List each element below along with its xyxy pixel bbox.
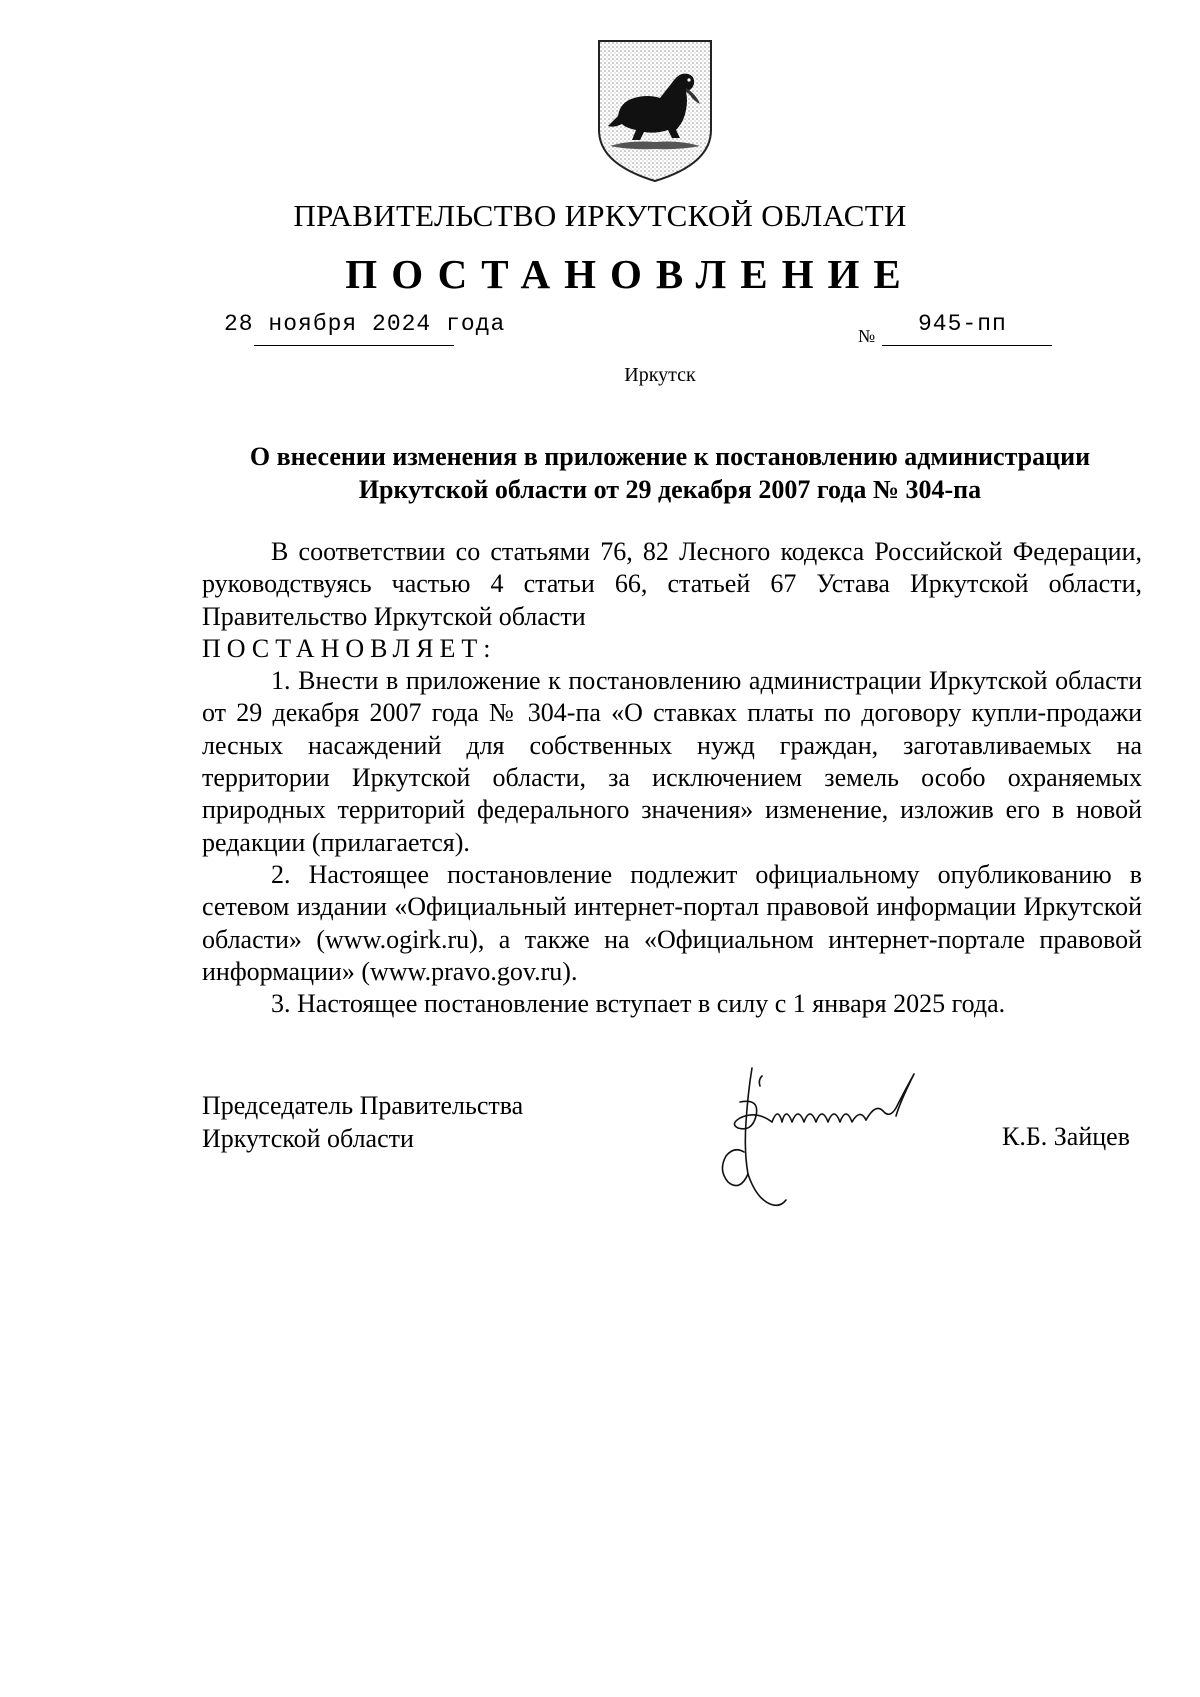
resolves-heading: ПОСТАНОВЛЯЕТ: [202, 633, 497, 663]
role-line: Председатель Правительства [202, 1091, 524, 1120]
decree-type-heading: ПОСТАНОВЛЕНИЕ [345, 251, 915, 297]
decree-body [202, 536, 1142, 1020]
issue-city: Иркутск [624, 364, 696, 386]
preamble-paragraph: В соответствии со статьями 76, 82 Лесного кодекса Российской Федерации, руководствуясь частью 4 статьи 66, статьей 67 Устава Иркутской области, Правительство Иркутской области [202, 537, 1142, 631]
list-item: 1. Внести в приложение к постановлению администрации Иркутской области от 29 декабря 2007 года № 304-па «О ставках платы по договору купли-продажи лесных насаждений для собственных нужд граждан, заготавливаемых на территории Иркутской области, за исключением земель особо охраняемых природных территорий федерального значения» изменение, изложив его в новой редакции (прилагается). [202, 666, 1142, 857]
decree-number: 945-пп [918, 311, 1007, 337]
signatory-role [202, 1089, 523, 1155]
list-item: 3. Настоящее постановление вступает в силу с 1 января 2025 года. [271, 989, 1006, 1019]
signatory-name: К.Б. Зайцев [1002, 1122, 1130, 1151]
number-underline [882, 345, 1052, 346]
title-line: Иркутской области от 29 декабря 2007 года № 304-па [358, 475, 982, 504]
decree-date: 28 ноября 2024 года [224, 311, 506, 337]
list-item: 2. Настоящее постановление подлежит официальному опубликованию в сетевом издании «Официальный интернет-портал правовой информации Иркутской области» (www.ogirk.ru), а также на «Официальном интернет-портале правовой информации» (www.pravo.gov.ru). [202, 859, 1142, 986]
irkutsk-coat-of-arms-icon [596, 38, 714, 184]
decree-title [200, 440, 1140, 506]
government-name: ПРАВИТЕЛЬСТВО ИРКУТСКОЙ ОБЛАСТИ [293, 198, 907, 233]
handwritten-signature-icon [700, 1062, 970, 1212]
date-underline [254, 345, 454, 346]
title-line: О внесении изменения в приложение к постановлению администрации [249, 442, 1091, 471]
number-sign: № [858, 326, 876, 346]
role-line: Иркутской области [202, 1124, 414, 1153]
